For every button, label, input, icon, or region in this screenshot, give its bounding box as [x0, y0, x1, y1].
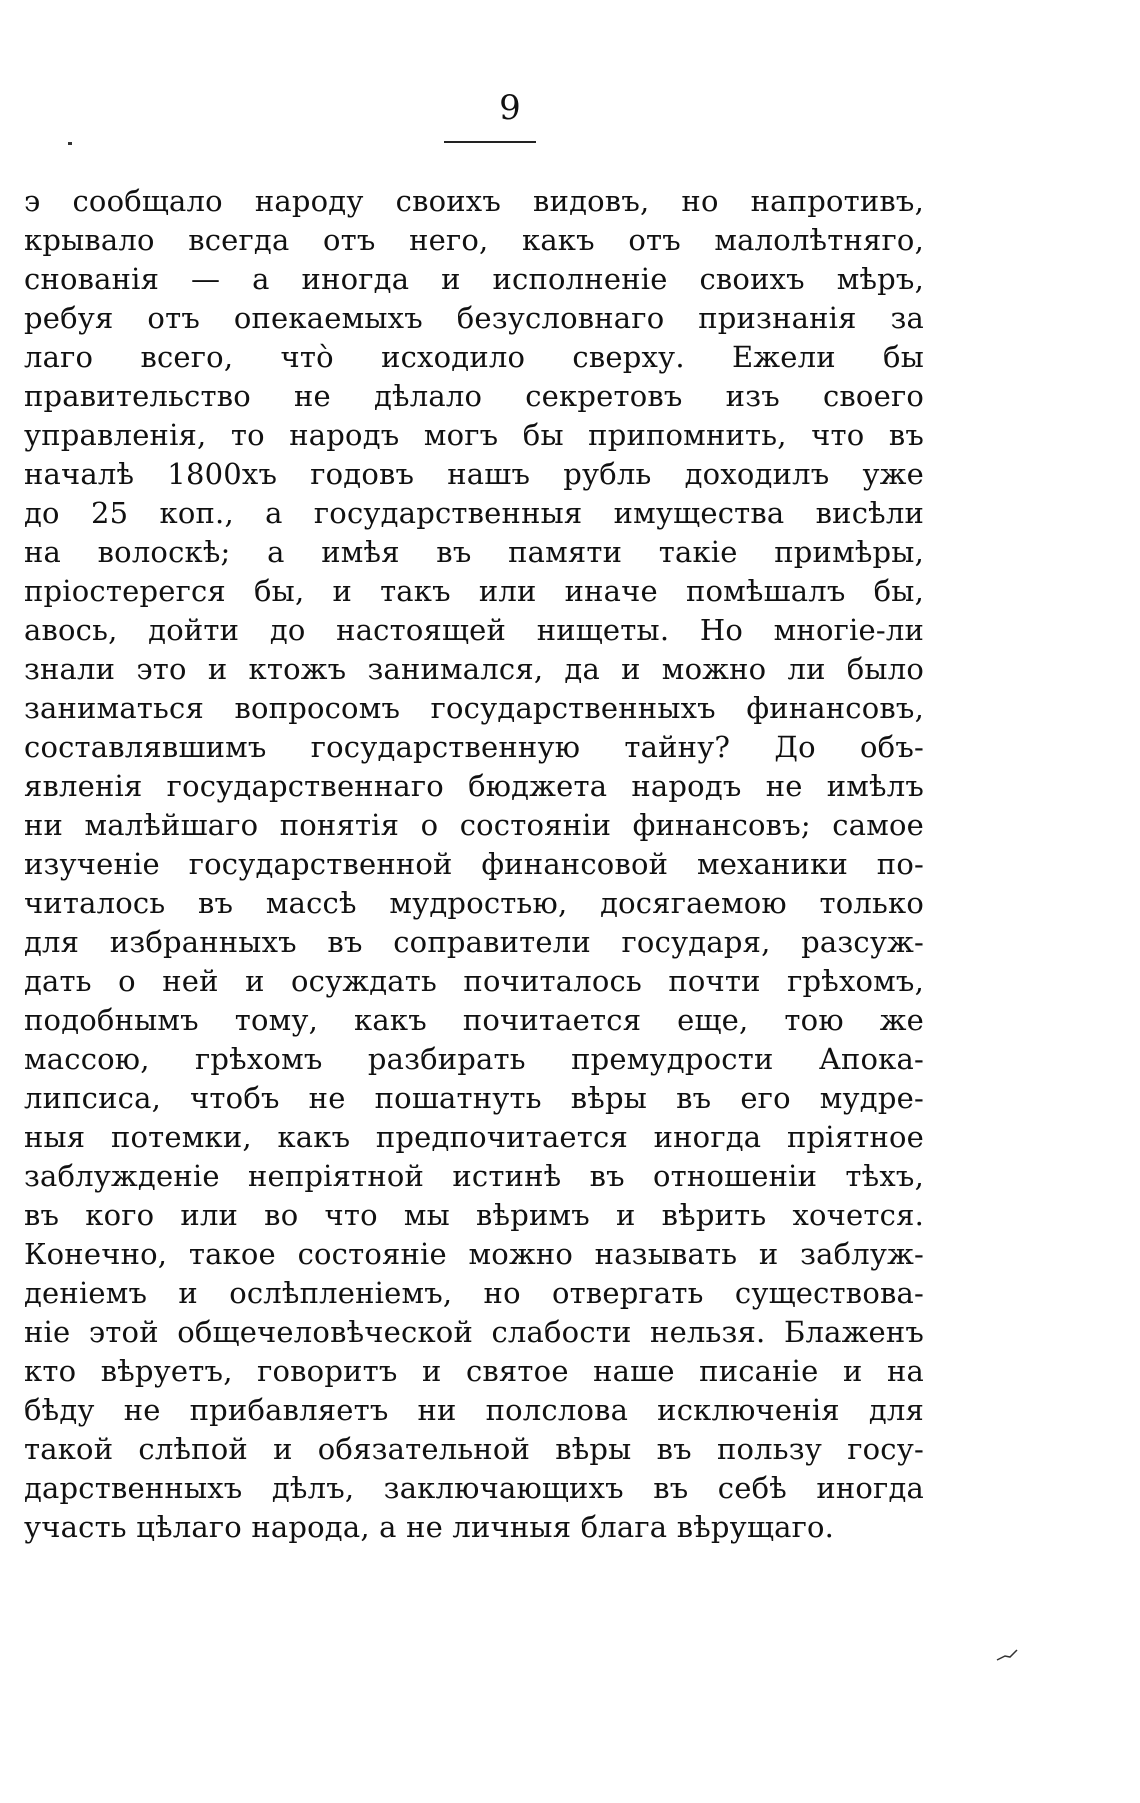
text-line: Конечно, такое состояніе можно называть и заблуж- [24, 1237, 924, 1271]
text-line: ни малѣйшаго понятія о состояніи финансовъ; самое [24, 808, 924, 842]
margin-dot [68, 142, 72, 145]
body-text [24, 182, 924, 1547]
text-line: до 25 коп., а государственныя имущества висѣли [24, 496, 924, 530]
text-line: въ кого или во что мы вѣримъ и вѣрить хочется. [24, 1198, 924, 1232]
text-line: читалось въ массѣ мудростью, досягаемою только [24, 886, 924, 920]
text-line: знали это и ктожъ занимался, да и можно ли было [24, 652, 924, 686]
text-line: дать о ней и осуждать почиталось почти грѣхомъ, [24, 964, 924, 998]
text-line: лаго всего, что̀ исходило сверху. Ежели бы [24, 340, 924, 374]
text-line: авось, дойти до настоящей нищеты. Но многіе-ли [24, 613, 924, 647]
text-line: пріостерегся бы, и такъ или иначе помѣшалъ бы, [24, 574, 924, 608]
text-line: началѣ 1800хъ годовъ нашъ рубль доходилъ уже [24, 457, 924, 491]
text-line: управленія, то народъ могъ бы припомнить, что въ [24, 418, 924, 452]
text-line: кто вѣруетъ, говоритъ и святое наше писаніе и на [24, 1354, 924, 1388]
text-line: правительство не дѣлало секретовъ изъ своего [24, 379, 924, 413]
text-line: изученіе государственной финансовой механики по- [24, 847, 924, 881]
text-line: э сообщало народу своихъ видовъ, но напротивъ, [24, 184, 924, 218]
text-line: явленія государственнаго бюджета народъ не имѣлъ [24, 769, 924, 803]
text-line: снованія — а иногда и исполненіе своихъ мѣръ, [24, 262, 924, 296]
text-line: деніемъ и ослѣпленіемъ, но отвергать существова- [24, 1276, 924, 1310]
text-line: крывало всегда отъ него, какъ отъ малолѣтняго, [24, 223, 924, 257]
text-line: составлявшимъ государственную тайну? До объ- [24, 730, 924, 764]
text-line: на волоскѣ; а имѣя въ памяти такіе примѣры, [24, 535, 924, 569]
page-number: 9 [499, 88, 521, 128]
text-line: бѣду не прибавляетъ ни полслова исключенія для [24, 1393, 924, 1427]
text-line: дарственныхъ дѣлъ, заключающихъ въ себѣ иногда [24, 1471, 924, 1505]
text-line: липсиса, чтобъ не пошатнуть вѣры въ его мудре- [24, 1081, 924, 1115]
text-line: подобнымъ тому, какъ почитается еще, тою же [24, 1003, 924, 1037]
text-line: такой слѣпой и обязательной вѣры въ пользу госу- [24, 1432, 924, 1466]
text-line: участь цѣлаго народа, а не личныя блага вѣрущаго. [24, 1510, 835, 1544]
text-line: ребуя отъ опекаемыхъ безусловнаго признанія за [24, 301, 924, 335]
text-line: ніе этой общечеловѣческой слабости нельзя. Блаженъ [24, 1315, 924, 1349]
text-line: массою, грѣхомъ разбирать премудрости Апока- [24, 1042, 924, 1076]
text-line: ныя потемки, какъ предпочитается иногда пріятное [24, 1120, 924, 1154]
text-line: для избранныхъ въ соправители государя, разсуж- [24, 925, 924, 959]
stray-ink-mark [996, 1648, 1018, 1662]
page-number-rule [444, 141, 536, 143]
text-line: заниматься вопросомъ государственныхъ финансовъ, [24, 691, 924, 725]
text-line: заблужденіе непріятной истинѣ въ отношеніи тѣхъ, [24, 1159, 924, 1193]
